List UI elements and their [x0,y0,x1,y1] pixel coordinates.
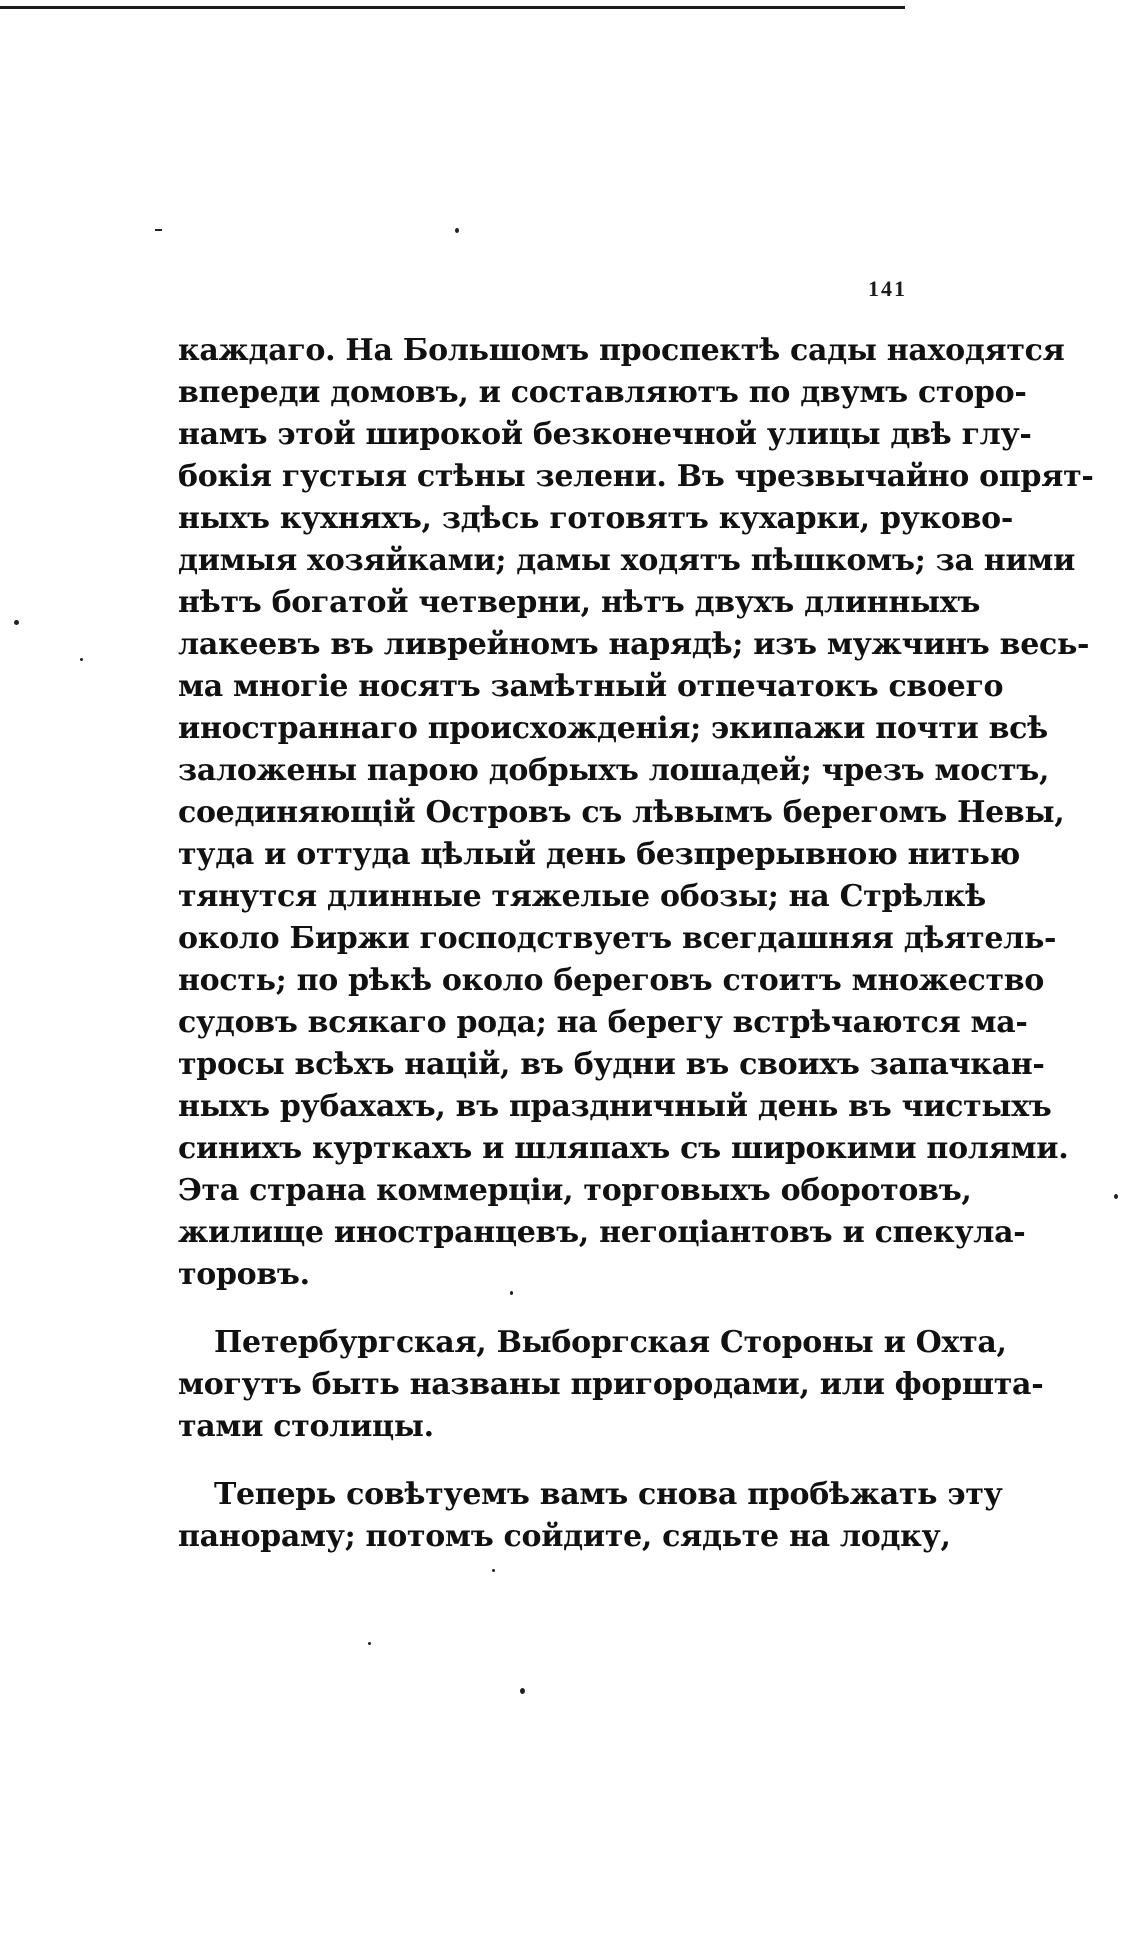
scan-speck [155,229,162,231]
scan-speck [368,1642,371,1645]
text-line: Эта страна коммерціи, торговыхъ оборотовъ, [178,1173,972,1208]
text-line: лакеевъ въ ливрейномъ нарядѣ; изъ мужчинъ весь- [178,627,1090,662]
text-line: ныхъ кухняхъ, здѣсь готовятъ кухарки, руково- [178,501,1014,536]
scan-speck [1114,1194,1118,1199]
text-line: ность; по рѣкѣ около береговъ стоитъ множество [178,963,1045,998]
body-text [178,330,1094,1558]
text-line: синихъ курткахъ и шляпахъ съ широкими полями. [178,1131,1069,1166]
text-line: торовъ. [178,1257,310,1292]
scan-speck [455,228,459,233]
paragraph [178,1474,1003,1558]
text-line: Петербургская, Выборгская Стороны и Охта, [214,1325,1007,1360]
text-line: Теперь совѣтуемъ вамъ снова пробѣжать эту [214,1477,1003,1512]
paragraph [178,330,1094,1296]
text-line: димыя хозяйками; дамы ходятъ пѣшкомъ; за ними [178,543,1076,578]
text-line: иностраннаго происхожденія; экипажи почти всѣ [178,711,1048,746]
page-number: 141 [868,276,907,301]
scan-speck [492,1569,495,1572]
text-line: каждаго. На Большомъ проспектѣ сады находятся [178,333,1065,368]
text-line: судовъ всякаго рода; на берегу встрѣчаются ма- [178,1005,1028,1040]
text-line: жилище иностранцевъ, негоціантовъ и спекула- [178,1215,1026,1250]
text-line: туда и оттуда цѣлый день безпрерывною нитью [178,837,1021,872]
scan-speck [14,620,19,625]
text-line: тянутся длинные тяжелые обозы; на Стрѣлкѣ [178,879,986,914]
text-line: ныхъ рубахахъ, въ праздничный день въ чистыхъ [178,1089,1052,1124]
text-line: около Биржи господствуетъ всегдашняя дѣятель- [178,921,1057,956]
text-line: могутъ быть названы пригородами, или форшта- [178,1367,1044,1402]
text-line: заложены парою добрыхъ лошадей; чрезъ мостъ, [178,753,1050,788]
paragraph-spacer [178,1296,918,1322]
paragraph [178,1322,1044,1448]
text-line: панораму; потомъ сойдите, сядьте на лодку, [178,1519,951,1554]
text-line: ма многіе носятъ замѣтный отпечатокъ своего [178,669,1004,704]
text-line: соединяющій Островъ съ лѣвымъ берегомъ Невы, [178,795,1065,830]
top-edge-rule [0,6,905,9]
text-line: тами столицы. [178,1409,434,1444]
text-line: намъ этой широкой безконечной улицы двѣ глу- [178,417,1032,452]
scan-speck [520,1688,525,1694]
text-line: впереди домовъ, и составляютъ по двумъ сторо- [178,375,1027,410]
text-line: бокія густыя стѣны зелени. Въ чрезвычайно опрят- [178,459,1094,494]
scan-speck [80,658,83,661]
text-line: тросы всѣхъ націй, въ будни въ своихъ запачкан- [178,1047,1045,1082]
paragraph-spacer [178,1448,918,1474]
text-line: нѣтъ богатой четверни, нѣтъ двухъ длинныхъ [178,585,981,620]
